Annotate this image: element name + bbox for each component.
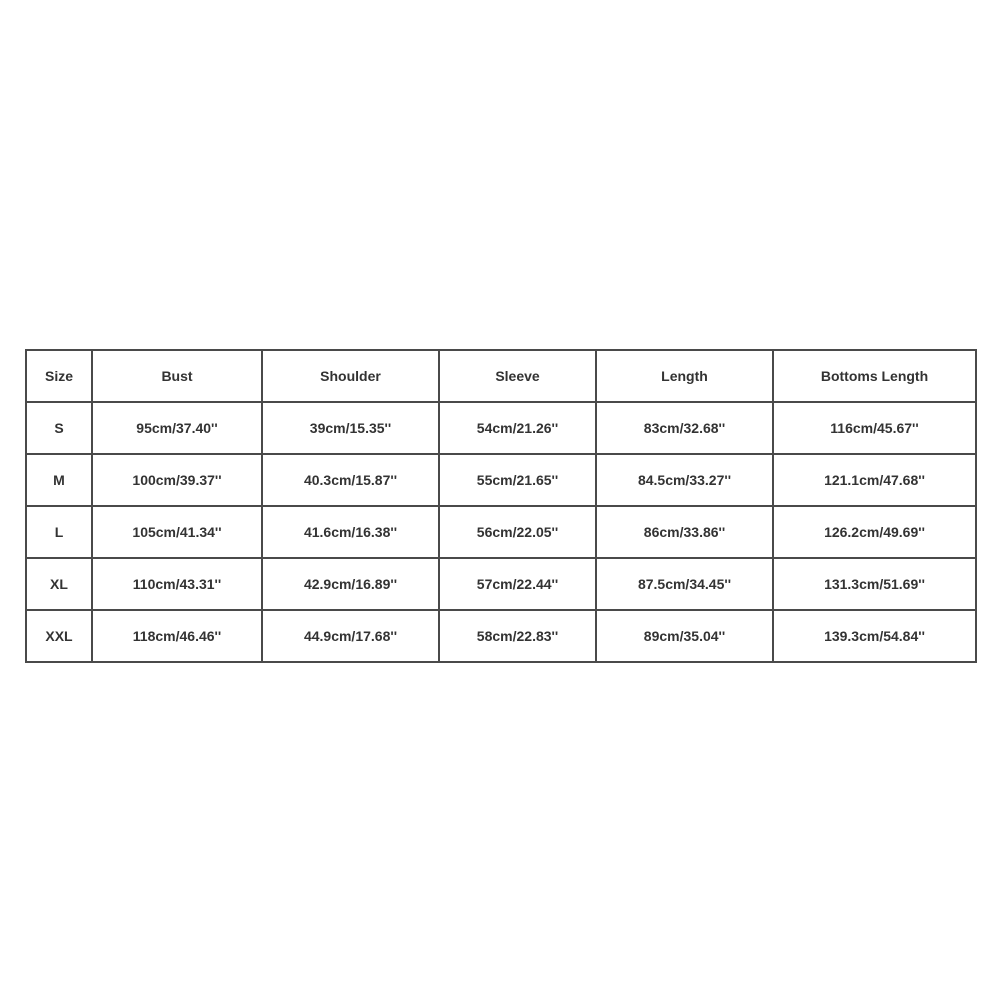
shoulder-cell: 44.9cm/17.68'' [262, 610, 439, 662]
length-cell: 87.5cm/34.45'' [596, 558, 773, 610]
header-bust: Bust [92, 350, 262, 402]
bust-cell: 110cm/43.31'' [92, 558, 262, 610]
size-cell: S [26, 402, 92, 454]
bottoms-length-cell: 116cm/45.67'' [773, 402, 976, 454]
size-chart-table [25, 349, 977, 663]
bottoms-length-cell: 121.1cm/47.68'' [773, 454, 976, 506]
bottoms-length-cell: 139.3cm/54.84'' [773, 610, 976, 662]
size-cell: M [26, 454, 92, 506]
bust-cell: 95cm/37.40'' [92, 402, 262, 454]
bust-cell: 118cm/46.46'' [92, 610, 262, 662]
table-row [26, 558, 976, 610]
sleeve-cell: 56cm/22.05'' [439, 506, 596, 558]
length-cell: 89cm/35.04'' [596, 610, 773, 662]
table-row [26, 402, 976, 454]
table-row [26, 454, 976, 506]
sleeve-cell: 54cm/21.26'' [439, 402, 596, 454]
table-row [26, 506, 976, 558]
shoulder-cell: 42.9cm/16.89'' [262, 558, 439, 610]
bust-cell: 100cm/39.37'' [92, 454, 262, 506]
shoulder-cell: 41.6cm/16.38'' [262, 506, 439, 558]
length-cell: 86cm/33.86'' [596, 506, 773, 558]
length-cell: 84.5cm/33.27'' [596, 454, 773, 506]
bottoms-length-cell: 126.2cm/49.69'' [773, 506, 976, 558]
bust-cell: 105cm/41.34'' [92, 506, 262, 558]
shoulder-cell: 40.3cm/15.87'' [262, 454, 439, 506]
size-cell: XXL [26, 610, 92, 662]
sleeve-cell: 55cm/21.65'' [439, 454, 596, 506]
size-chart-header [26, 350, 976, 402]
header-bottoms-length: Bottoms Length [773, 350, 976, 402]
header-size: Size [26, 350, 92, 402]
header-sleeve: Sleeve [439, 350, 596, 402]
shoulder-cell: 39cm/15.35'' [262, 402, 439, 454]
length-cell: 83cm/32.68'' [596, 402, 773, 454]
size-cell: L [26, 506, 92, 558]
header-row [26, 350, 976, 402]
header-length: Length [596, 350, 773, 402]
sleeve-cell: 57cm/22.44'' [439, 558, 596, 610]
size-chart-body [26, 402, 976, 662]
sleeve-cell: 58cm/22.83'' [439, 610, 596, 662]
size-cell: XL [26, 558, 92, 610]
header-shoulder: Shoulder [262, 350, 439, 402]
bottoms-length-cell: 131.3cm/51.69'' [773, 558, 976, 610]
table-row [26, 610, 976, 662]
